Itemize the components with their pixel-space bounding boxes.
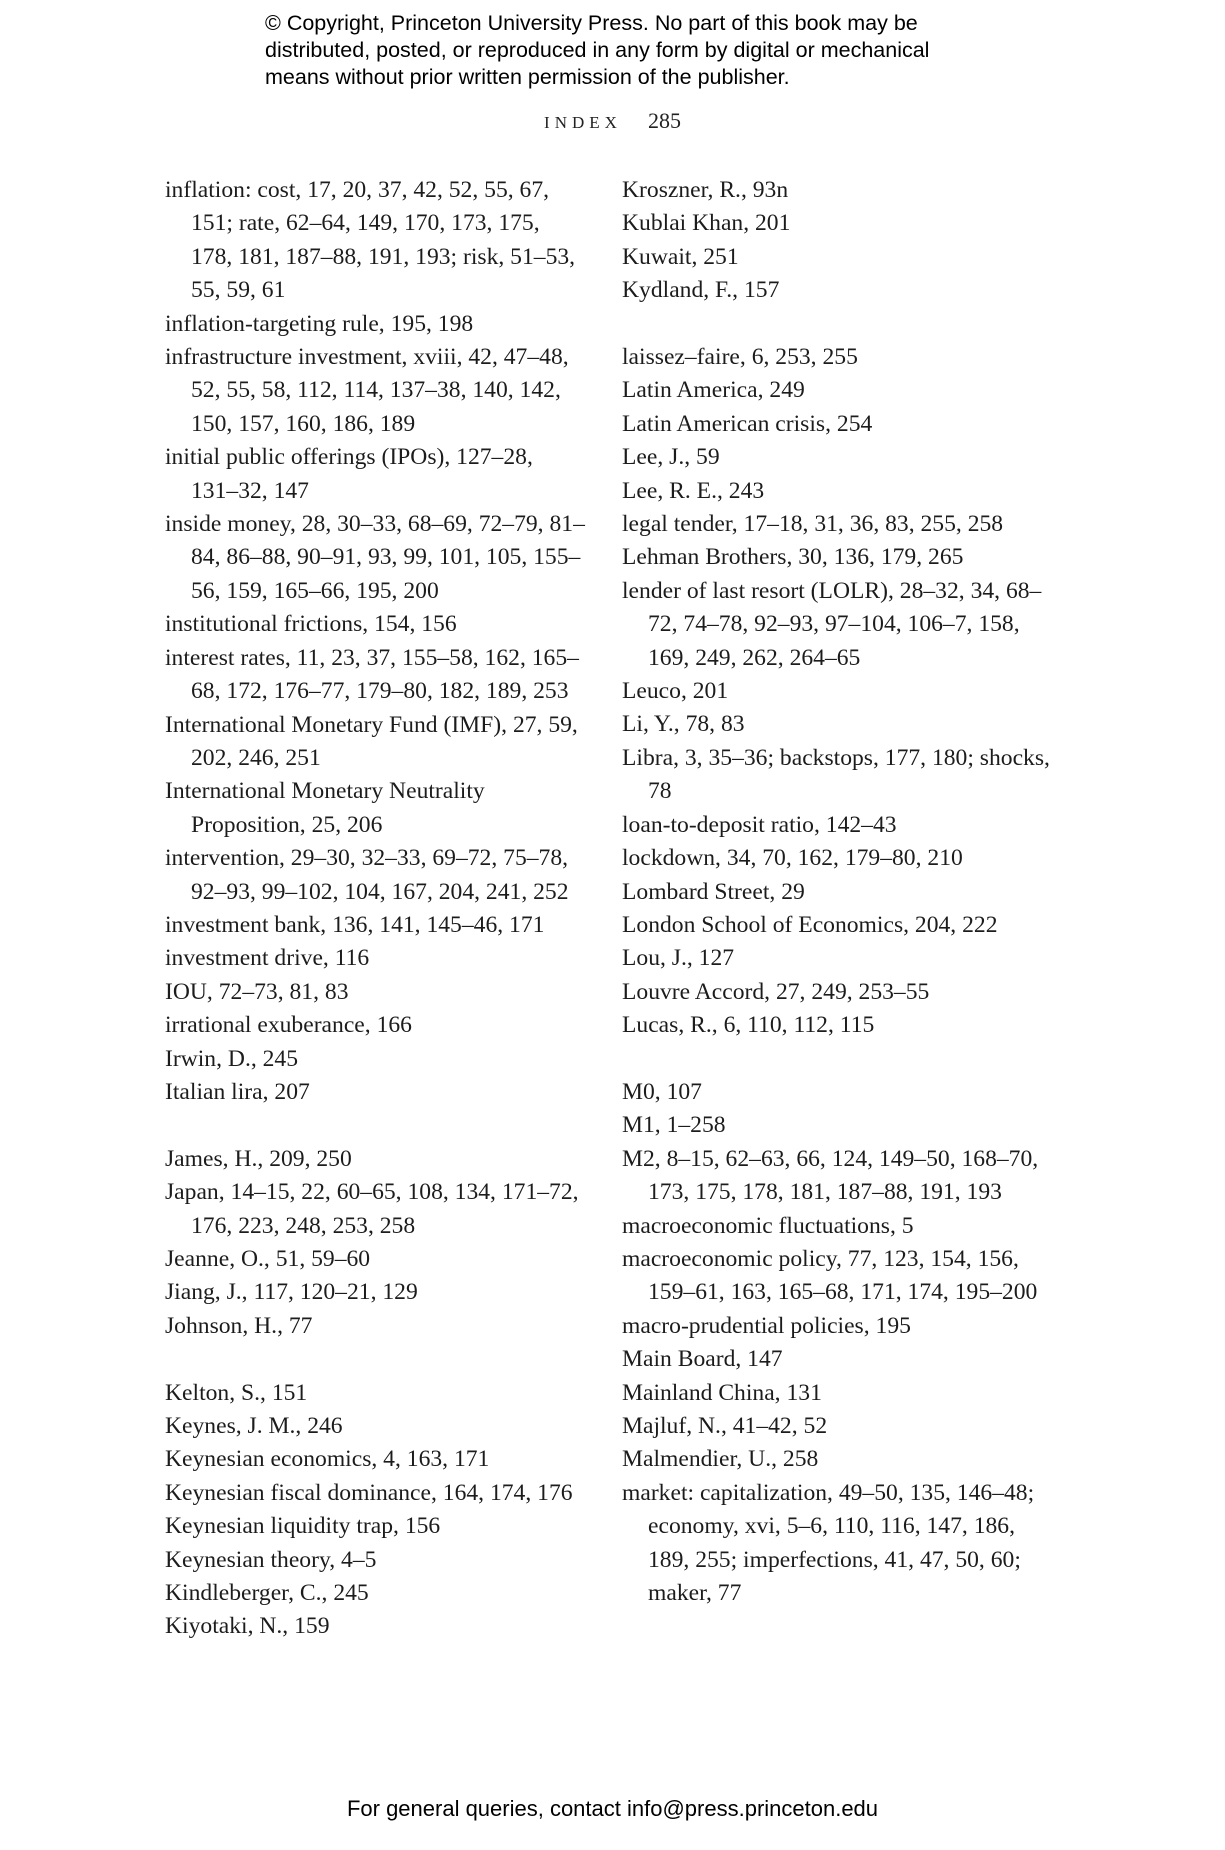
- index-entry: macroeconomic fluctuations, 5: [622, 1212, 914, 1239]
- index-entry: Louvre Accord, 27, 249, 253–55: [622, 978, 930, 1005]
- index-entry: IOU, 72–73, 81, 83: [165, 978, 349, 1005]
- index-entry: Lee, J., 59: [622, 444, 720, 471]
- index-entry: Libra, 3, 35–36; backstops, 177, 180; shocks, 78: [622, 744, 1050, 805]
- index-entry: lender of last resort (LOLR), 28–32, 34, 68–72, 74–78, 92–93, 97–104, 106–7, 158, 169, 249, 262, 264–65: [622, 577, 1042, 671]
- index-entry: Main Board, 147: [622, 1346, 783, 1373]
- index-entry: Lou, J., 127: [622, 945, 735, 972]
- index-entry: M1, 1–258: [622, 1112, 726, 1139]
- copyright-notice: © Copyright, Princeton University Press. No part of this book may be distributed, posted, or reproduced in any form by digital or mechanical means without prior written permission of the publisher.: [265, 11, 930, 89]
- index-entry: Lombard Street, 29: [622, 878, 805, 905]
- index-entry: Keynes, J. M., 246: [165, 1413, 343, 1439]
- index-entry: Kroszner, R., 93n: [622, 177, 789, 203]
- index-entry: Majluf, N., 41–42, 52: [622, 1413, 828, 1439]
- index-entry: Kindleberger, C., 245: [165, 1580, 369, 1607]
- index-entry: macroeconomic policy, 77, 123, 154, 156, 159–61, 163, 165–68, 171, 174, 195–200: [622, 1245, 1038, 1306]
- index-entry: Jeanne, O., 51, 59–60: [165, 1245, 371, 1272]
- index-entry: Malmendier, U., 258: [622, 1446, 819, 1473]
- running-head: [0, 108, 1225, 134]
- index-entry: Italian lira, 207: [165, 1078, 310, 1105]
- index-entry: Lehman Brothers, 30, 136, 179, 265: [622, 544, 964, 571]
- index-entry: legal tender, 17–18, 31, 36, 83, 255, 258: [622, 511, 1004, 538]
- index-entry: Irwin, D., 245: [165, 1045, 299, 1072]
- letter-group-gap: [165, 1343, 585, 1376]
- index-entry: infrastructure investment, xviii, 42, 47–48, 52, 55, 58, 112, 114, 137–38, 140, 142, 150, 157, 160, 186, 189: [165, 344, 569, 437]
- index-entry: James, H., 209, 250: [165, 1145, 352, 1172]
- footer-contact: For general queries, contact info@press.princeton.edu: [346, 1796, 879, 1821]
- index-entry: market: capitalization, 49–50, 135, 146–48; economy, xvi, 5–6, 110, 116, 147, 186, 189, 255; imperfections, 41, 47, 50, 60; maker, 77: [622, 1479, 1035, 1607]
- index-entry: International Monetary Fund (IMF), 27, 59, 202, 246, 251: [165, 711, 578, 771]
- index-entry: Mainland China, 131: [622, 1379, 822, 1406]
- index-entry: inflation-targeting rule, 195, 198: [165, 310, 474, 337]
- page-number: 285: [647, 108, 681, 133]
- index-entry: Japan, 14–15, 22, 60–65, 108, 134, 171–72, 176, 223, 248, 253, 258: [165, 1179, 579, 1239]
- index-entry: Kuwait, 251: [622, 243, 739, 270]
- index-entry: Kelton, S., 151: [165, 1379, 308, 1406]
- index-entry: Keynesian liquidity trap, 156: [165, 1513, 441, 1540]
- index-column-left: [165, 174, 585, 1644]
- index-entry: Kublai Khan, 201: [622, 210, 791, 237]
- index-entry: Latin America, 249: [622, 377, 805, 404]
- index-entry: inflation: cost, 17, 20, 37, 42, 52, 55, 67, 151; rate, 62–64, 149, 170, 173, 175, 178, 181, 187–88, 191, 193; risk, 51–53, 55, 59, 61: [165, 177, 576, 304]
- index-entry: Lucas, R., 6, 110, 112, 115: [622, 1012, 875, 1039]
- index-entry: investment bank, 136, 141, 145–46, 171: [165, 911, 545, 938]
- index-entry: investment drive, 116: [165, 945, 370, 972]
- index-entry: loan-to-deposit ratio, 142–43: [622, 811, 897, 838]
- index-entry: Li, Y., 78, 83: [622, 711, 745, 738]
- index-entry: M0, 107: [622, 1078, 702, 1105]
- index-entry: initial public offerings (IPOs), 127–28, 131–32, 147: [165, 444, 533, 504]
- index-entry: Johnson, H., 77: [165, 1312, 313, 1339]
- index-entry: inside money, 28, 30–33, 68–69, 72–79, 81–84, 86–88, 90–91, 93, 99, 101, 105, 155–56, 159, 165–66, 195, 200: [165, 511, 585, 604]
- letter-group-gap: [622, 1043, 1052, 1076]
- index-column-right: [622, 174, 1052, 1610]
- index-entry: macro-prudential policies, 195: [622, 1312, 911, 1339]
- index-entry: Keynesian economics, 4, 163, 171: [165, 1446, 490, 1473]
- index-entry: institutional frictions, 154, 156: [165, 611, 457, 638]
- index-entry: intervention, 29–30, 32–33, 69–72, 75–78, 92–93, 99–102, 104, 167, 204, 241, 252: [165, 845, 569, 905]
- index-entry: Keynesian fiscal dominance, 164, 174, 176: [165, 1479, 573, 1506]
- index-entry: Kiyotaki, N., 159: [165, 1613, 330, 1640]
- index-entry: Leuco, 201: [622, 678, 729, 705]
- index-entry: Lee, R. E., 243: [622, 477, 765, 504]
- index-entry: laissez–faire, 6, 253, 255: [622, 344, 858, 371]
- index-entry: irrational exuberance, 166: [165, 1012, 412, 1039]
- running-head-label: INDEX: [544, 113, 622, 132]
- index-entry: M2, 8–15, 62–63, 66, 124, 149–50, 168–70, 173, 175, 178, 181, 187–88, 191, 193: [622, 1145, 1039, 1206]
- index-entry: interest rates, 11, 23, 37, 155–58, 162, 165–68, 172, 176–77, 179–80, 182, 189, 253: [165, 644, 579, 705]
- letter-group-gap: [622, 308, 1052, 341]
- index-entry: London School of Economics, 204, 222: [622, 911, 998, 938]
- index-entry: Keynesian theory, 4–5: [165, 1546, 377, 1573]
- index-entry: Latin American crisis, 254: [622, 410, 873, 437]
- index-entry: Jiang, J., 117, 120–21, 129: [165, 1279, 418, 1306]
- index-entry: lockdown, 34, 70, 162, 179–80, 210: [622, 845, 963, 872]
- index-entry: Kydland, F., 157: [622, 277, 780, 304]
- index-entry: International Monetary Neutrality Proposition, 25, 206: [165, 778, 485, 838]
- letter-group-gap: [165, 1109, 585, 1142]
